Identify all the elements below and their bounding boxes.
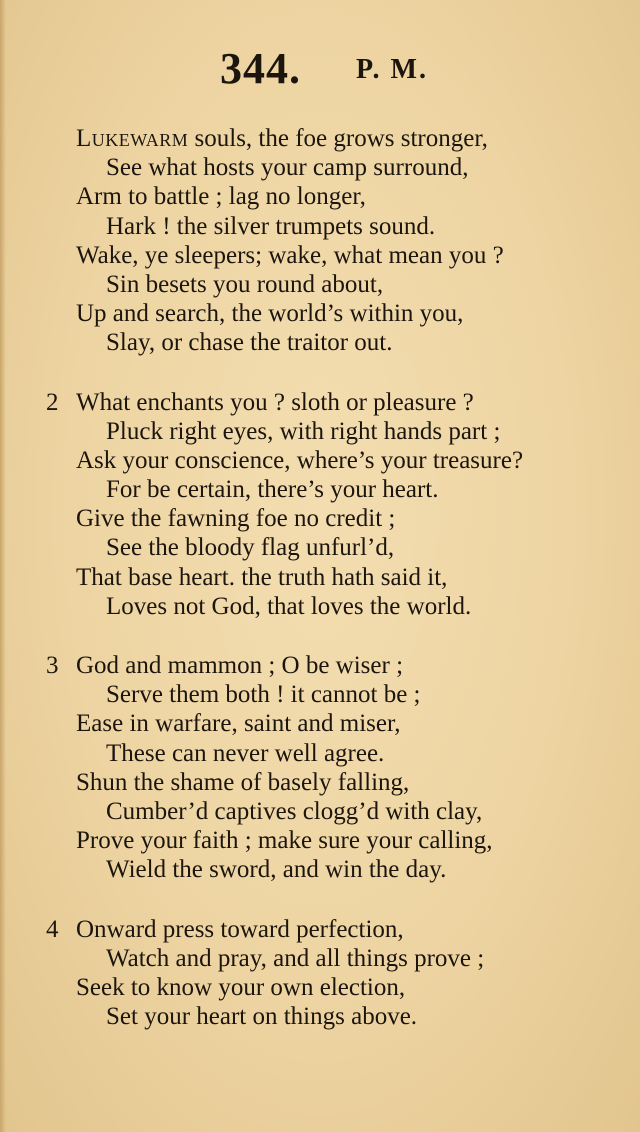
stanza-4 bbox=[0, 915, 640, 1032]
first-word: Lukewarm bbox=[76, 125, 189, 152]
stanza-line: Slay, or chase the traitor out. bbox=[106, 329, 393, 357]
stanza-line bbox=[0, 124, 640, 153]
stanza-2 bbox=[0, 388, 640, 622]
first-line-rest: souls, the foe grows stronger, bbox=[188, 125, 488, 152]
stanza-line: Wield the sword, and win the day. bbox=[106, 856, 447, 884]
stanza-line: Serve them both ! it cannot be ; bbox=[106, 681, 421, 709]
stanza-line: Ask your conscience, where’s your treasure? bbox=[76, 446, 524, 474]
stanza-line: Ease in warfare, saint and miser, bbox=[76, 710, 401, 738]
stanza-3 bbox=[0, 651, 640, 885]
stanza-line: See the bloody flag unfurl’d, bbox=[106, 534, 395, 562]
stanza-number: 3 bbox=[46, 652, 59, 679]
stanza-line: Give the fawning foe no credit ; bbox=[76, 505, 396, 533]
stanza-line: Sin besets you round about, bbox=[106, 270, 384, 298]
stanza-line: These can never well agree. bbox=[106, 739, 385, 767]
stanza-number: 2 bbox=[46, 388, 59, 416]
stanza-number: 4 bbox=[46, 915, 59, 943]
stanza-line: Wake, ye sleepers; wake, what mean you ? bbox=[76, 241, 504, 269]
stanza-line: Pluck right eyes, with right hands part ; bbox=[106, 417, 501, 445]
stanza-line: Shun the shame of basely falling, bbox=[76, 768, 410, 796]
hymn-meter: P. M. bbox=[356, 54, 428, 85]
page-header bbox=[0, 42, 640, 96]
stanza-1 bbox=[0, 124, 640, 358]
stanza-line: For be certain, there’s your heart. bbox=[106, 476, 439, 504]
stanza-line: Loves not God, that loves the world. bbox=[106, 592, 472, 620]
stanza-line: Hark ! the silver trumpets sound. bbox=[106, 212, 436, 240]
stanza-line: See what hosts your camp surround, bbox=[106, 154, 469, 182]
stanza-line: Prove your faith ; make sure your calling, bbox=[76, 827, 493, 855]
stanza-line: God and mammon ; O be wiser ; bbox=[76, 652, 404, 679]
stanza-line: Seek to know your own election, bbox=[76, 973, 406, 1001]
stanza-line: Cumber’d captives clogg’d with clay, bbox=[106, 797, 483, 825]
stanza-line: Arm to battle ; lag no longer, bbox=[76, 183, 366, 211]
stanza-line: What enchants you ? sloth or pleasure ? bbox=[76, 388, 474, 416]
stanza-line: Up and search, the world’s within you, bbox=[76, 300, 464, 328]
hymn-number: 344. bbox=[220, 44, 301, 93]
stanza-line: That base heart. the truth hath said it, bbox=[76, 563, 448, 591]
stanza-line: Watch and pray, and all things prove ; bbox=[106, 944, 485, 972]
stanza-line: Onward press toward perfection, bbox=[76, 915, 404, 943]
hymn-text bbox=[0, 124, 640, 1061]
stanza-line: Set your heart on things above. bbox=[106, 1003, 418, 1031]
